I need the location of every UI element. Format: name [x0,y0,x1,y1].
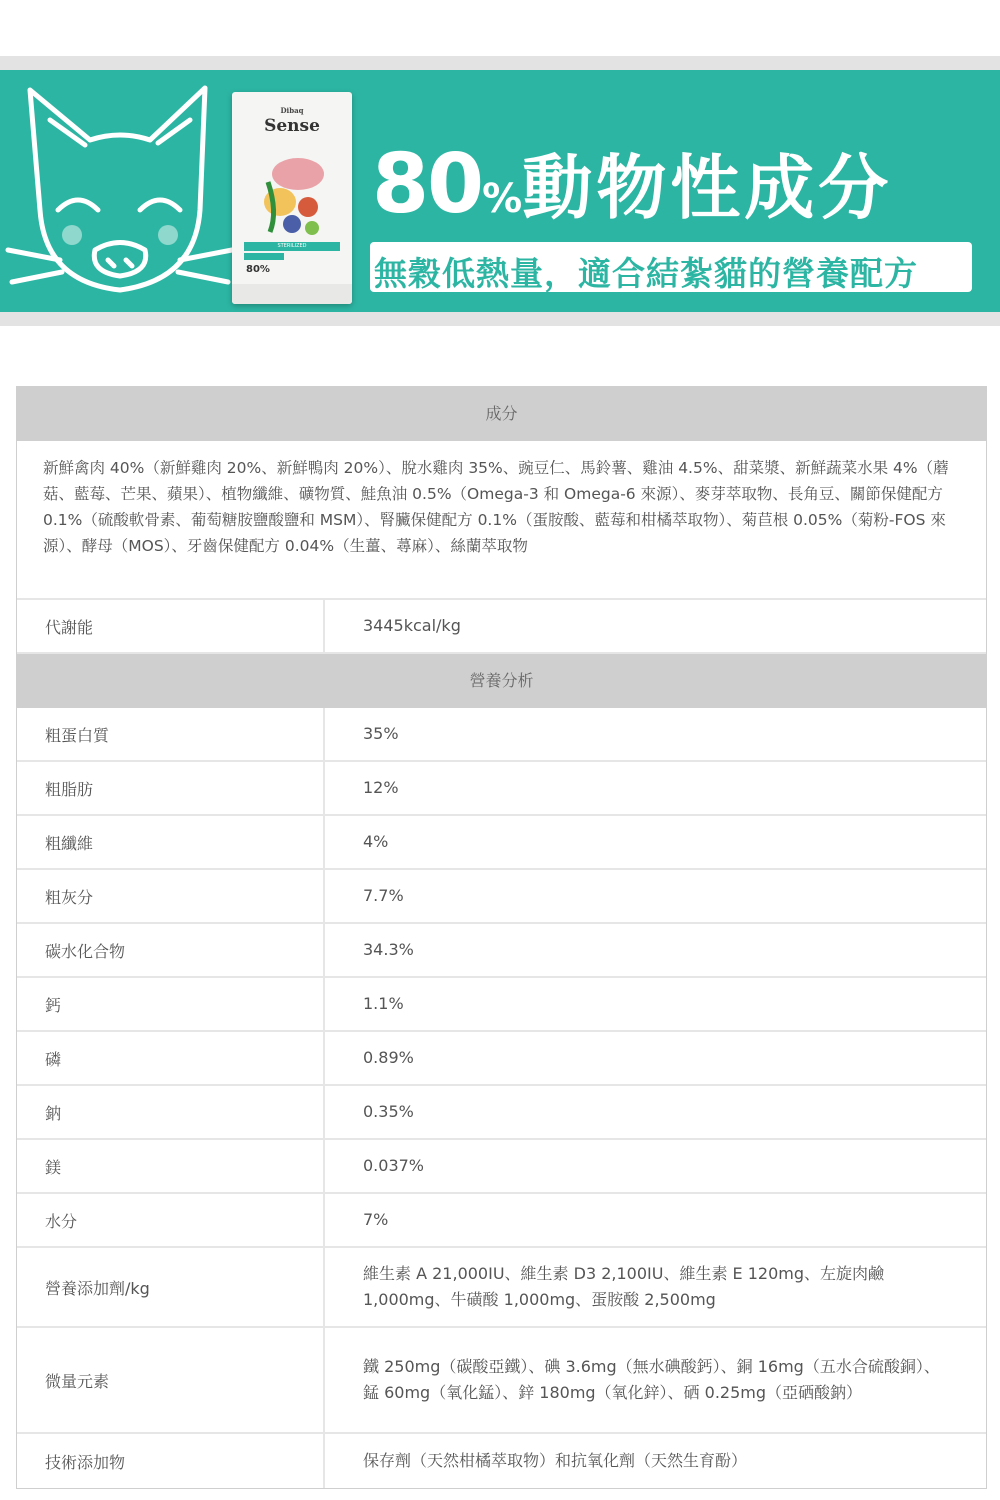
section-header-ingredients: 成分 [17,387,986,441]
row-label: 碳水化合物 [17,924,325,976]
row-label: 粗蛋白質 [17,708,325,760]
row-value: 7% [363,1210,389,1229]
table-row [17,870,986,924]
row-label: 粗纖維 [17,816,325,868]
nutrition-table [16,386,987,1489]
table-row [17,1140,986,1194]
row-label: 代謝能 [17,600,325,652]
row-label: 磷 [17,1032,325,1084]
row-value: 0.35% [363,1102,414,1121]
table-row-energy [17,600,986,654]
ingredients-text: 新鮮禽肉 40%（新鮮雞肉 20%、新鮮鴨肉 20%）、脫水雞肉 35%、豌豆仁、馬鈴薯、雞油 4.5%、甜菜漿、新鮮蔬菜水果 4%（蘑菇、藍莓、芒果、蘋果）、植物纖維、礦物質、鮭魚油 0.5%（Omega-3 和 Omega-6 來源）、麥芽萃取物、長角豆、關節保健配方 0.1%（硫酸軟骨素、葡萄糖胺鹽酸鹽和 MSM）、腎臟保健配方 0.1%（蛋胺酸、藍莓和柑橘萃取物）、菊苣根 0.05%（菊粉-FOS 來源）、酵母（MOS）、牙齒保健配方 0.04%（生薑、蕁麻）、絲蘭萃取物 [17,441,986,600]
banner-subline: 無穀低熱量，適合結紮貓的營養配方 [374,254,918,293]
row-label: 營養添加劑/kg [17,1248,325,1326]
table-row [17,1032,986,1086]
banner-headline [372,132,892,233]
table-row [17,762,986,816]
cat-face-illustration [0,70,240,312]
row-label: 鈣 [17,978,325,1030]
row-value: 12% [363,778,399,797]
bag-percent: 80% [246,264,270,275]
table-row [17,1328,986,1434]
row-value: 34.3% [363,940,414,959]
row-value: 3445kcal/kg [363,616,461,635]
table-row [17,1194,986,1248]
headline-percent: % [482,176,523,222]
row-label: 技術添加物 [17,1434,325,1488]
banner-subline-box [370,242,972,292]
row-value: 維生素 A 21,000IU、維生素 D3 2,100IU、維生素 E 120mg、左旋肉鹼 1,000mg、牛磺酸 1,000mg、蛋胺酸 2,500mg [363,1264,885,1309]
section-header-analysis: 營養分析 [17,654,986,708]
headline-text: 動物性成分 [522,147,893,229]
row-value: 7.7% [363,886,404,905]
table-row [17,816,986,870]
bag-label-strip: STERILIZED [244,242,340,251]
table-row [17,1434,986,1488]
product-bag-image [232,92,352,304]
row-label: 鎂 [17,1140,325,1192]
row-label: 水分 [17,1194,325,1246]
table-row [17,708,986,762]
row-value: 4% [363,832,389,851]
row-value: 保存劑（天然柑橘萃取物）和抗氧化劑（天然生育酚） [363,1451,748,1470]
table-row [17,1086,986,1140]
headline-number: 80 [372,137,483,232]
bag-label-strip-2 [244,253,284,260]
row-label: 微量元素 [17,1328,325,1432]
row-value: 鐵 250mg（碳酸亞鐵）、碘 3.6mg（無水碘酸鈣）、銅 16mg（五水合硫酸銅）、錳 60mg（氧化錳）、鋅 180mg（氧化鋅）、硒 0.25mg（亞硒酸鈉） [363,1357,940,1402]
row-value: 35% [363,724,399,743]
bag-brand: Dibaq [280,106,304,115]
row-value: 1.1% [363,994,404,1013]
food-illustration [258,152,330,242]
bag-bottom-band [232,284,352,304]
row-label: 粗灰分 [17,870,325,922]
table-row [17,1248,986,1328]
bag-product-name: Sense [264,116,320,136]
row-value: 0.89% [363,1048,414,1067]
row-label: 粗脂肪 [17,762,325,814]
row-label: 鈉 [17,1086,325,1138]
row-value: 0.037% [363,1156,425,1175]
promo-banner [0,56,1000,326]
table-row [17,978,986,1032]
table-row [17,924,986,978]
banner-background [0,70,1000,312]
